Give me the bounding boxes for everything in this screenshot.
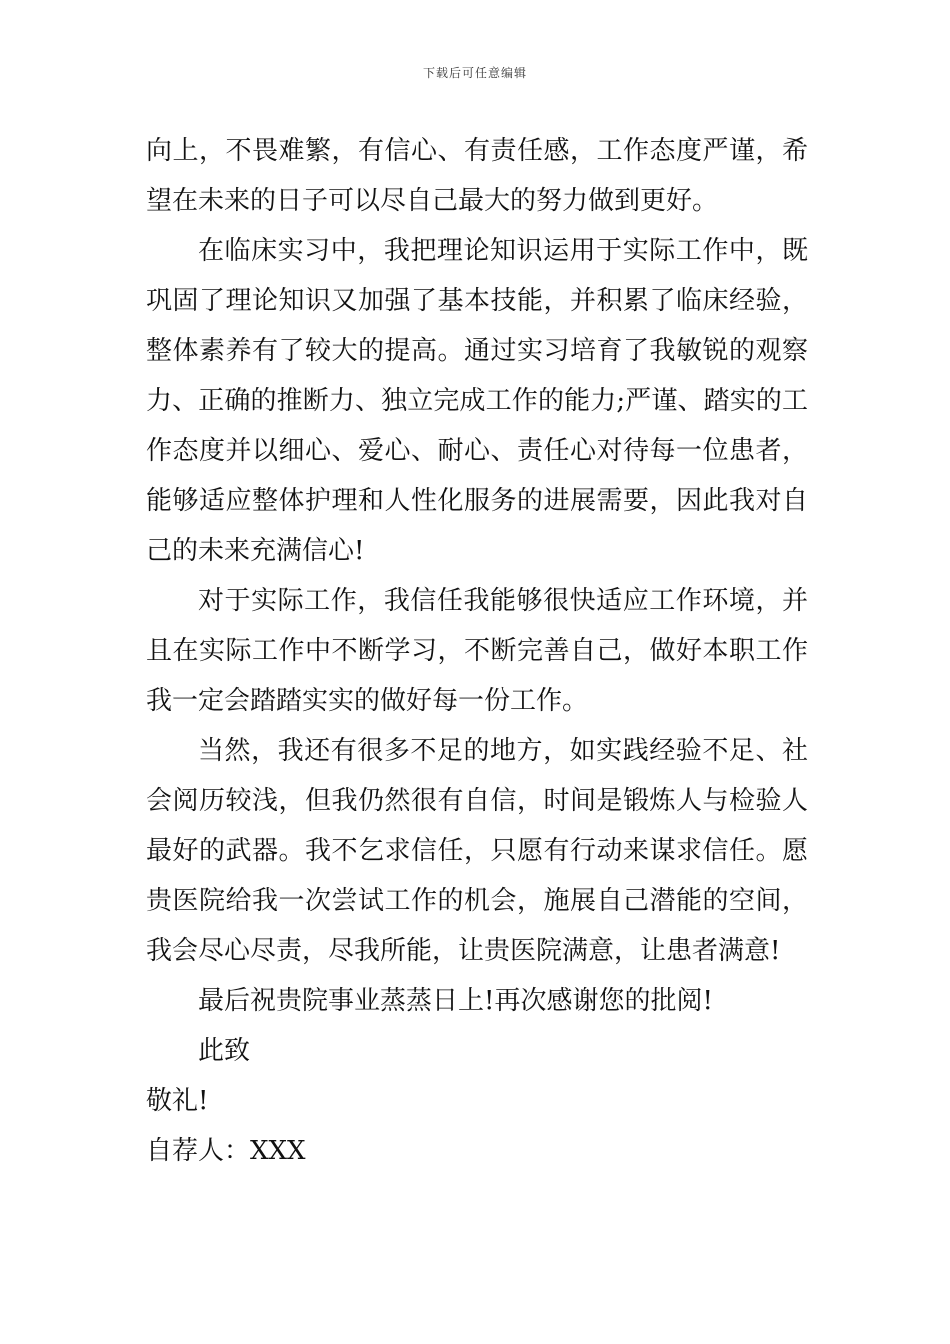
signature-line: 自荐人：XXX bbox=[146, 1136, 306, 1166]
text-line: 能够适应整体护理和人性化服务的进展需要，因此我对自 bbox=[146, 486, 808, 516]
text-line: 望在未来的日子可以尽自己最大的努力做到更好。 bbox=[146, 186, 719, 216]
text-line: 最好的武器。我不乞求信任，只愿有行动来谋求信任。愿 bbox=[146, 836, 808, 866]
page-header: 下载后可任意编辑 bbox=[422, 66, 527, 80]
text-line: 向上，不畏难繁，有信心、有责任感，工作态度严谨，希 bbox=[146, 136, 808, 166]
text-line: 作态度并以细心、爱心、耐心、责任心对待每一位患者， bbox=[146, 436, 808, 466]
text-line: 且在实际工作中不断学习，不断完善自己，做好本职工作 bbox=[146, 636, 808, 666]
text-line: 整体素养有了较大的提高。通过实习培育了我敏锐的观察 bbox=[146, 336, 808, 366]
closing-wishes: 最后祝贵院事业蒸蒸日上!再次感谢您的批阅! bbox=[198, 986, 713, 1016]
text-line: 会阅历较浅，但我仍然很有自信，时间是锻炼人与检验人 bbox=[146, 786, 808, 816]
paragraph-first-line: 对于实际工作，我信任我能够很快适应工作环境，并 bbox=[198, 586, 808, 616]
text-line: 力、正确的推断力、独立完成工作的能力;严谨、踏实的工 bbox=[146, 386, 808, 416]
paragraph-first-line: 在临床实习中，我把理论知识运用于实际工作中，既 bbox=[198, 236, 808, 266]
letter-body bbox=[146, 126, 808, 1176]
text-line: 贵医院给我一次尝试工作的机会，施展自己潜能的空间， bbox=[146, 886, 808, 916]
text-line: 己的未来充满信心! bbox=[146, 536, 365, 566]
text-line: 我一定会踏踏实实的做好每一份工作。 bbox=[146, 686, 589, 716]
salutation-jingli: 敬礼! bbox=[146, 1086, 209, 1116]
paragraph-first-line: 当然，我还有很多不足的地方，如实践经验不足、社 bbox=[198, 736, 808, 766]
text-line: 巩固了理论知识又加强了基本技能，并积累了临床经验， bbox=[146, 286, 808, 316]
salutation-cizhi: 此致 bbox=[198, 1036, 251, 1066]
text-line: 我会尽心尽责，尽我所能，让贵医院满意，让患者满意! bbox=[146, 936, 781, 966]
